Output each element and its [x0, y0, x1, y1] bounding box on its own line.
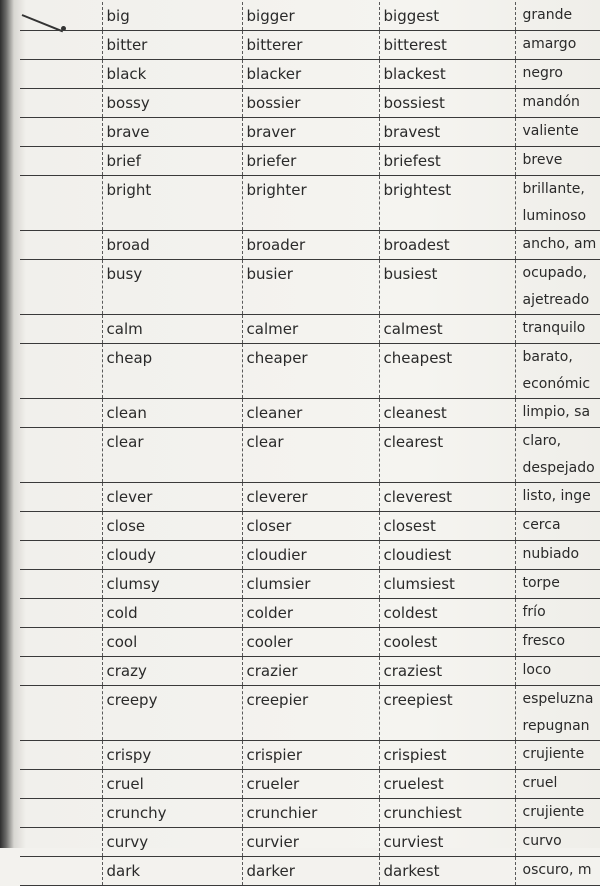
superlative-cell: curviest [379, 828, 515, 857]
spanish-translation-line: mandón [523, 89, 600, 116]
comparative-cell: creepier [242, 686, 379, 741]
spanish-translation-line: torpe [523, 570, 600, 597]
base-form-cell: creepy [102, 686, 242, 741]
table-row [20, 176, 600, 231]
spanish-translation-line: limpio, sa [523, 399, 600, 426]
table-row [20, 599, 600, 628]
spanish-translation-cell [515, 399, 600, 428]
margin-cell [20, 231, 102, 260]
superlative-cell: cleverest [379, 483, 515, 512]
margin-cell [20, 828, 102, 857]
superlative-cell: creepiest [379, 686, 515, 741]
table-row [20, 541, 600, 570]
superlative-cell: bossiest [379, 89, 515, 118]
table-row [20, 512, 600, 541]
margin-cell [20, 541, 102, 570]
base-form-cell: crunchy [102, 799, 242, 828]
superlative-cell: calmest [379, 315, 515, 344]
spanish-translation-cell [515, 857, 600, 886]
table-row [20, 857, 600, 886]
table-row [20, 799, 600, 828]
margin-cell [20, 260, 102, 315]
spanish-translation-cell [515, 799, 600, 828]
table-row [20, 628, 600, 657]
base-form-cell: dark [102, 857, 242, 886]
superlative-cell: busiest [379, 260, 515, 315]
spanish-translation-cell [515, 828, 600, 857]
table-row [20, 428, 600, 483]
spanish-translation-cell [515, 770, 600, 799]
superlative-cell: coldest [379, 599, 515, 628]
spanish-translation-cell [515, 118, 600, 147]
table-row [20, 231, 600, 260]
base-form-cell: calm [102, 315, 242, 344]
superlative-cell: briefest [379, 147, 515, 176]
comparative-cell: bossier [242, 89, 379, 118]
table-row [20, 315, 600, 344]
spanish-translation-line: crujiente [523, 741, 600, 768]
spanish-translation-line: repugnan [523, 713, 600, 740]
margin-cell [20, 428, 102, 483]
spanish-translation-line: breve [523, 147, 600, 174]
margin-cell [20, 570, 102, 599]
base-form-cell: black [102, 60, 242, 89]
base-form-cell: big [102, 2, 242, 31]
margin-cell [20, 599, 102, 628]
superlative-cell: darkest [379, 857, 515, 886]
superlative-cell: clearest [379, 428, 515, 483]
comparative-cell: bitterer [242, 31, 379, 60]
spanish-translation-line: claro, [523, 428, 600, 455]
superlative-cell: coolest [379, 628, 515, 657]
margin-cell [20, 344, 102, 399]
base-form-cell: busy [102, 260, 242, 315]
spanish-translation-cell [515, 60, 600, 89]
comparative-cell: cheaper [242, 344, 379, 399]
spanish-translation-line: listo, inge [523, 483, 600, 510]
spanish-translation-line: económic [523, 371, 600, 398]
spanish-translation-cell [515, 344, 600, 399]
table-row [20, 741, 600, 770]
spanish-translation-line: luminoso [523, 203, 600, 230]
spanish-translation-cell [515, 512, 600, 541]
margin-cell [20, 31, 102, 60]
superlative-cell: clumsiest [379, 570, 515, 599]
spanish-translation-cell [515, 483, 600, 512]
base-form-cell: curvy [102, 828, 242, 857]
spanish-translation-line: tranquilo [523, 315, 600, 342]
comparative-cell: cooler [242, 628, 379, 657]
spanish-translation-line: amargo [523, 31, 600, 58]
base-form-cell: clumsy [102, 570, 242, 599]
spanish-translation-cell [515, 541, 600, 570]
margin-cell [20, 512, 102, 541]
spanish-translation-cell [515, 176, 600, 231]
table-row [20, 483, 600, 512]
spanish-translation-line: espeluzna [523, 686, 600, 713]
spanish-translation-line: barato, [523, 344, 600, 371]
superlative-cell: bitterest [379, 31, 515, 60]
comparative-cell: blacker [242, 60, 379, 89]
table-row [20, 2, 600, 31]
comparative-cell: bigger [242, 2, 379, 31]
spanish-translation-line: curvo [523, 828, 600, 855]
table-row [20, 686, 600, 741]
superlative-cell: cheapest [379, 344, 515, 399]
comparative-cell: busier [242, 260, 379, 315]
comparative-cell: closer [242, 512, 379, 541]
margin-cell [20, 857, 102, 886]
superlative-cell: craziest [379, 657, 515, 686]
spanish-translation-cell [515, 599, 600, 628]
spanish-translation-cell [515, 260, 600, 315]
spanish-translation-cell [515, 147, 600, 176]
base-form-cell: clean [102, 399, 242, 428]
spanish-translation-line: ocupado, [523, 260, 600, 287]
spanish-translation-cell [515, 89, 600, 118]
base-form-cell: bossy [102, 89, 242, 118]
table-row [20, 399, 600, 428]
superlative-cell: blackest [379, 60, 515, 89]
comparative-cell: curvier [242, 828, 379, 857]
spanish-translation-cell [515, 686, 600, 741]
spanish-translation-line: valiente [523, 118, 600, 145]
table-row [20, 570, 600, 599]
margin-cell [20, 60, 102, 89]
base-form-cell: close [102, 512, 242, 541]
base-form-cell: clear [102, 428, 242, 483]
table-row [20, 344, 600, 399]
base-form-cell: cloudy [102, 541, 242, 570]
spanish-translation-line: ajetreado [523, 287, 600, 314]
margin-cell [20, 89, 102, 118]
margin-cell [20, 176, 102, 231]
spanish-translation-cell [515, 657, 600, 686]
margin-cell [20, 118, 102, 147]
base-form-cell: bitter [102, 31, 242, 60]
margin-cell [20, 628, 102, 657]
spanish-translation-cell [515, 2, 600, 31]
comparative-cell: cleverer [242, 483, 379, 512]
spanish-translation-line: fresco [523, 628, 600, 655]
base-form-cell: clever [102, 483, 242, 512]
base-form-cell: cheap [102, 344, 242, 399]
margin-cell [20, 399, 102, 428]
table-row [20, 89, 600, 118]
spanish-translation-line: frío [523, 599, 600, 626]
margin-cell [20, 741, 102, 770]
comparative-cell: broader [242, 231, 379, 260]
base-form-cell: crispy [102, 741, 242, 770]
margin-cell [20, 147, 102, 176]
margin-cell [20, 483, 102, 512]
base-form-cell: brave [102, 118, 242, 147]
spanish-translation-line: loco [523, 657, 600, 684]
base-form-cell: cruel [102, 770, 242, 799]
base-form-cell: cool [102, 628, 242, 657]
superlative-cell: bravest [379, 118, 515, 147]
superlative-cell: brightest [379, 176, 515, 231]
spanish-translation-line: negro [523, 60, 600, 87]
base-form-cell: broad [102, 231, 242, 260]
comparative-cell: cleaner [242, 399, 379, 428]
table-row [20, 31, 600, 60]
superlative-cell: crunchiest [379, 799, 515, 828]
superlative-cell: cleanest [379, 399, 515, 428]
spanish-translation-line: despejado [523, 455, 600, 482]
table-row [20, 60, 600, 89]
spanish-translation-cell [515, 570, 600, 599]
spanish-translation-line: crujiente [523, 799, 600, 826]
table-row [20, 260, 600, 315]
spanish-translation-line: cerca [523, 512, 600, 539]
spanish-translation-cell [515, 315, 600, 344]
comparative-cell: crueler [242, 770, 379, 799]
spanish-translation-line: ancho, am [523, 231, 600, 258]
comparative-cell: clumsier [242, 570, 379, 599]
comparative-cell: briefer [242, 147, 379, 176]
comparative-cell: crunchier [242, 799, 379, 828]
superlative-cell: cloudiest [379, 541, 515, 570]
spanish-translation-cell [515, 231, 600, 260]
comparative-cell: calmer [242, 315, 379, 344]
margin-cell [20, 686, 102, 741]
comparative-cell: clear [242, 428, 379, 483]
comparative-cell: brighter [242, 176, 379, 231]
margin-cell [20, 657, 102, 686]
base-form-cell: cold [102, 599, 242, 628]
spanish-translation-cell [515, 428, 600, 483]
table-row [20, 657, 600, 686]
spanish-translation-cell [515, 628, 600, 657]
comparative-cell: crazier [242, 657, 379, 686]
spanish-translation-line: brillante, [523, 176, 600, 203]
table-row [20, 770, 600, 799]
superlative-cell: crispiest [379, 741, 515, 770]
comparative-cell: darker [242, 857, 379, 886]
superlative-cell: closest [379, 512, 515, 541]
superlative-cell: biggest [379, 2, 515, 31]
superlative-cell: cruelest [379, 770, 515, 799]
spanish-translation-line: oscuro, m [523, 857, 600, 884]
spanish-translation-cell [515, 741, 600, 770]
comparative-cell: cloudier [242, 541, 379, 570]
margin-cell [20, 315, 102, 344]
table-row [20, 828, 600, 857]
base-form-cell: bright [102, 176, 242, 231]
comparative-cell: braver [242, 118, 379, 147]
base-form-cell: crazy [102, 657, 242, 686]
margin-cell [20, 770, 102, 799]
table-body [20, 2, 600, 886]
superlative-cell: broadest [379, 231, 515, 260]
table-row [20, 147, 600, 176]
spanish-translation-line: grande [523, 2, 600, 29]
spanish-translation-cell [515, 31, 600, 60]
margin-cell [20, 799, 102, 828]
margin-cell [20, 2, 102, 31]
base-form-cell: brief [102, 147, 242, 176]
adjective-comparison-table [20, 2, 600, 886]
spanish-translation-line: cruel [523, 770, 600, 797]
comparative-cell: crispier [242, 741, 379, 770]
table-row [20, 118, 600, 147]
comparative-cell: colder [242, 599, 379, 628]
spanish-translation-line: nubiado [523, 541, 600, 568]
